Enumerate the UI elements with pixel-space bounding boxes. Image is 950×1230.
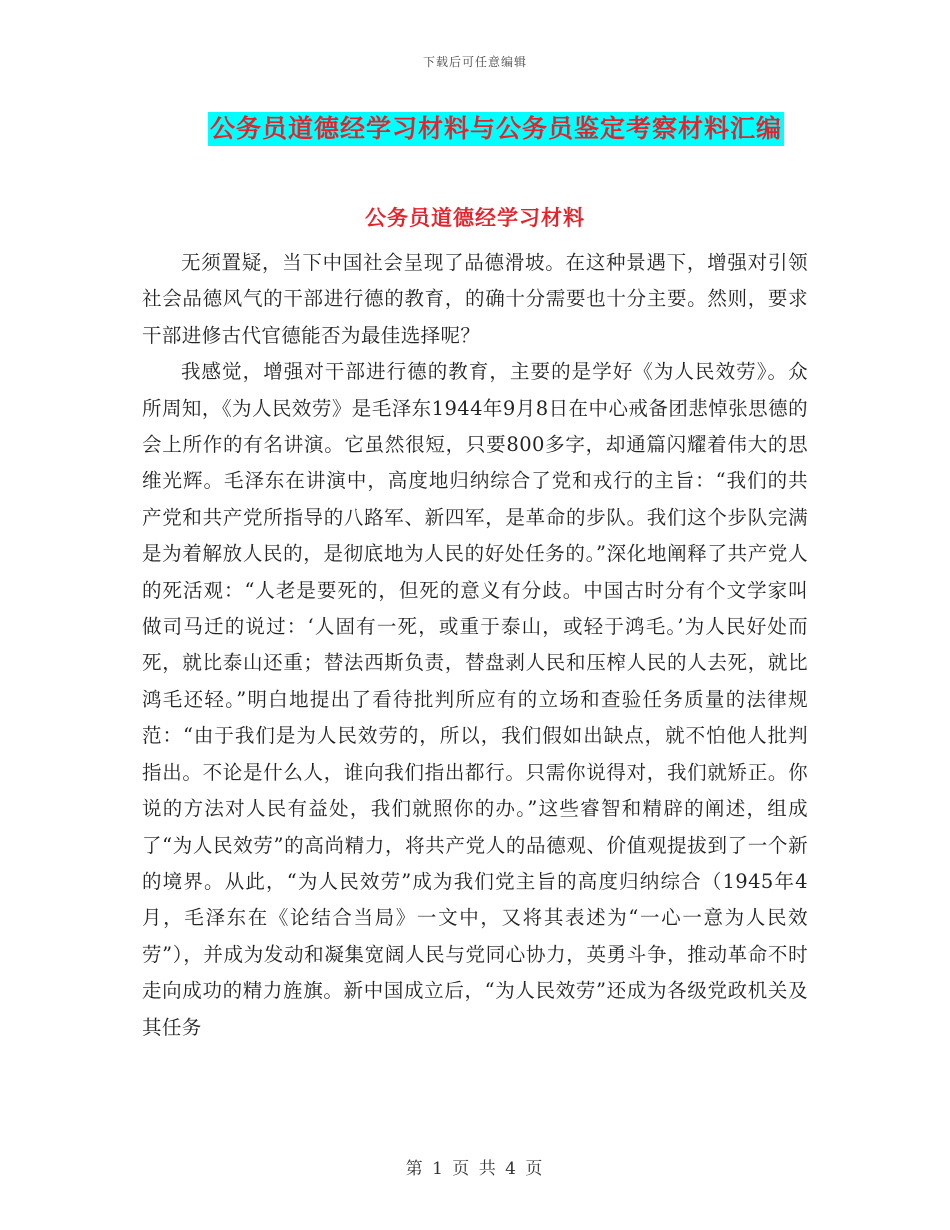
body-text xyxy=(142,245,808,1046)
section-title: 公务员道德经学习材料 xyxy=(365,206,585,230)
paragraph-1: 无须置疑，当下中国社会呈现了品德滑坡。在这种景遇下，增强对引领社会品德风气的干部进行德的教育，的确十分需要也十分主要。然则，要求干部进修古代官德能否为最佳选择呢？ xyxy=(142,251,808,347)
header-note: 下载后可任意编辑 xyxy=(422,55,527,69)
main-title-container xyxy=(0,112,950,146)
main-title: 公务员道德经学习材料与公务员鉴定考察材料汇编 xyxy=(208,112,784,146)
paragraph-2: 我感觉，增强对干部进行德的教育，主要的是学好《为人民效劳》。众所周知，《为人民效劳》是毛泽东1944年9月8日在中心戒备团悲悼张思德的会上所作的有名讲演。它虽然很短，只要800多字，却通篇闪耀着伟大的思维光辉。毛泽东在讲演中，高度地归纳综合了党和戎行的主旨：“我们的共产党和共产党所指导的八路军、新四军，是革命的步队。我们这个步队完满是为着解放人民的，是彻底地为人民的好处任务的。”深化地阐释了共产党人的死活观：“人老是要死的，但死的意义有分歧。中国古时分有个文学家叫做司马迁的说过：‘人固有一死，或重于泰山，或轻于鸿毛。’为人民好处而死，就比泰山还重；替法西斯负责，替盘剥人民和压榨人民的人去死，就比鸿毛还轻。”明白地提出了看待批判所应有的立场和查验任务质量的法律规范：“由于我们是为人民效劳的，所以，我们假如出缺点，就不怕他人批判指出。不论是什么人，谁向我们指出都行。只需你说得对，我们就矫正。你说的方法对人民有益处，我们就照你的办。”这些睿智和精辟的阐述，组成了“为人民效劳”的高尚精力，将共产党人的品德观、价值观提拔到了一个新的境界。从此，“为人民效劳”成为我们党主旨的高度归纳综合（1945年4月，毛泽东在《论结合当局》一文中，又将其表述为“一心一意为人民效劳”），并成为发动和凝集宽阔人民与党同心协力，英勇斗争，推动革命不时走向成功的精力旌旗。新中国成立后，“为人民效劳”还成为各级党政机关及其任务 xyxy=(142,360,808,1039)
page-number: 第 1 页 共 4 页 xyxy=(405,1159,545,1179)
